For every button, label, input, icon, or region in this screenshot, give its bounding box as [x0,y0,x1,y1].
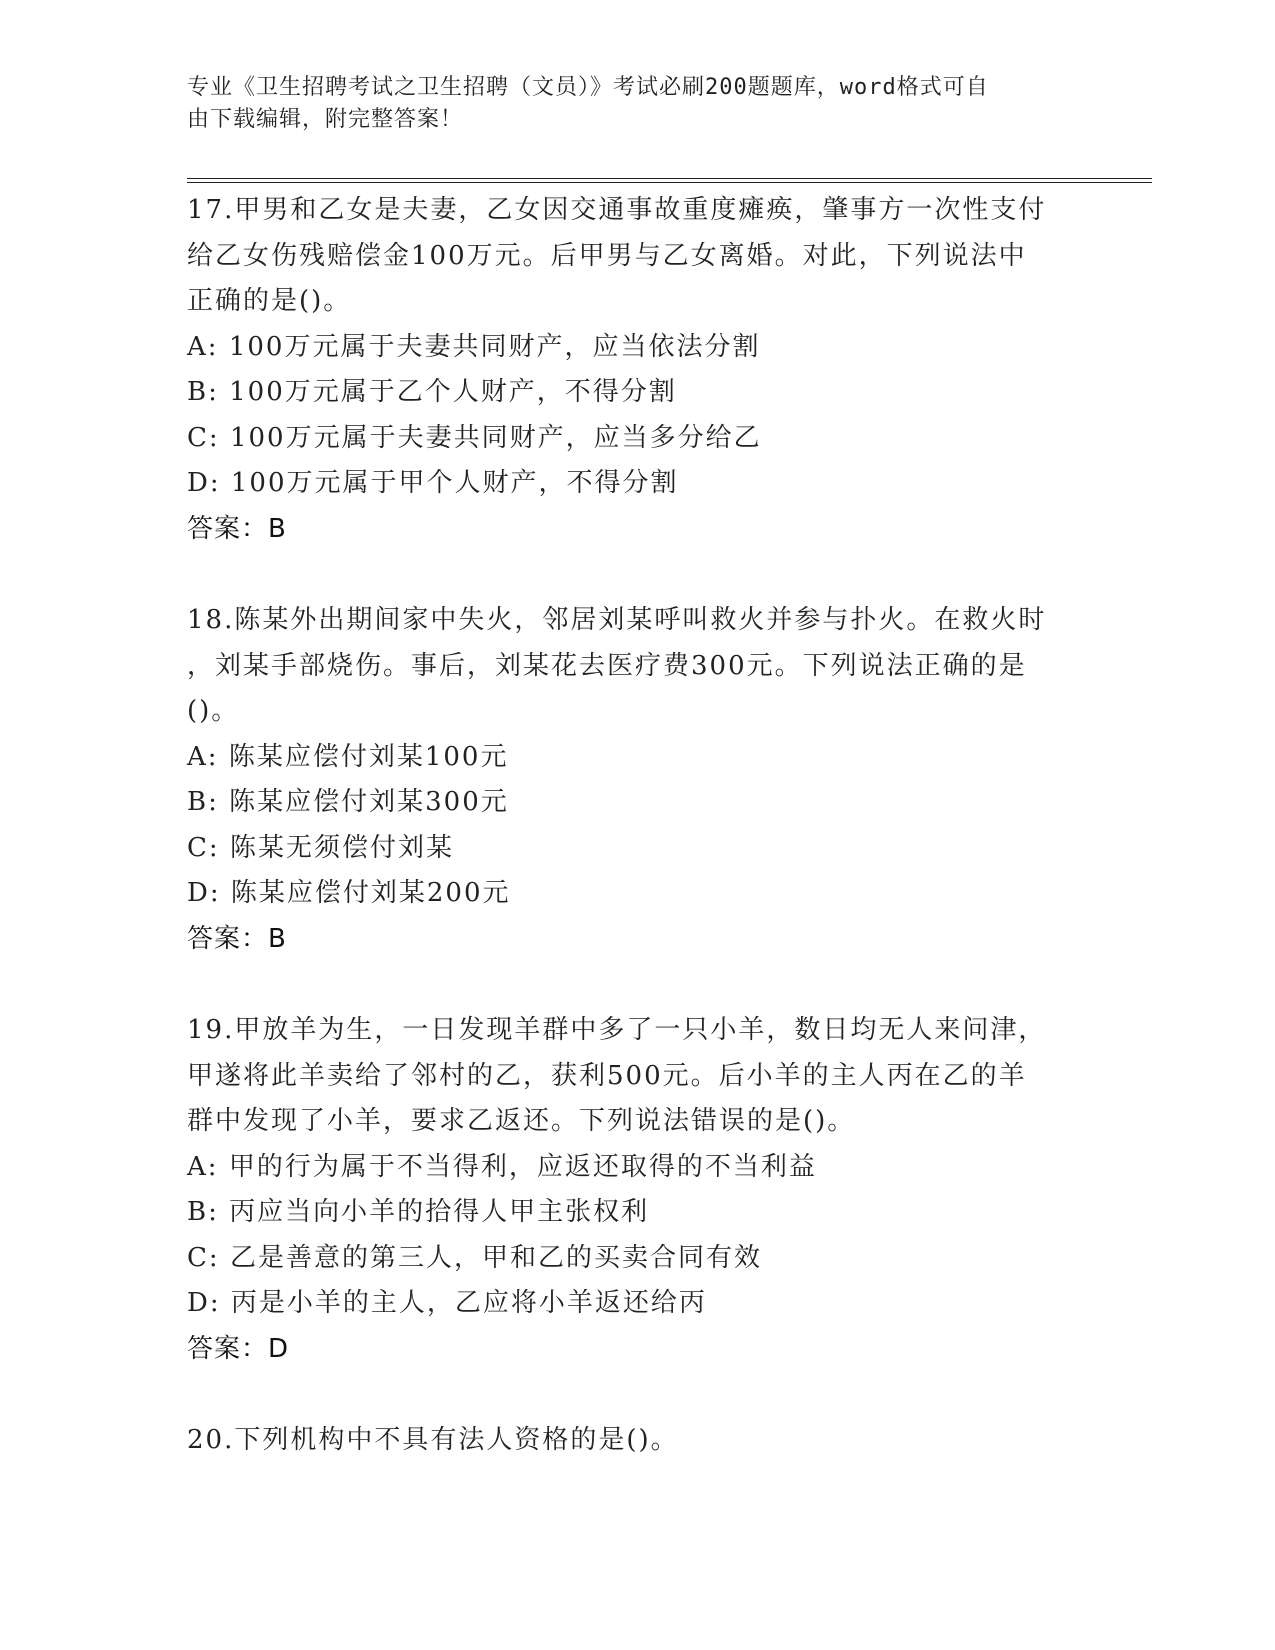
question-stem-line: 甲遂将此羊卖给了邻村的乙，获利500元。后小羊的主人丙在乙的羊 [187,1060,1027,1091]
header-line-1: 专业《卫生招聘考试之卫生招聘（文员）》考试必刷200题题库，word格式可自 [187,75,989,100]
option-a [187,325,1087,371]
question-stem-line: ()。 [187,696,240,726]
question-spacer [187,552,1087,598]
option-letter: C [187,422,209,453]
document-header [187,72,1067,136]
option-b [187,780,1087,826]
question-stem-line: ，刘某手部烧伤。事后，刘某花去医疗费300元。下列说法正确的是 [187,650,1027,681]
option-letter: A [187,331,208,362]
option-b [187,370,1087,416]
question-spacer [187,1372,1087,1418]
option-a [187,1145,1087,1191]
option-separator: : [208,377,230,407]
option-separator: : [207,1151,229,1182]
option-letter: D [187,1288,210,1318]
option-text: 甲的行为属于不当得利，应返还取得的不当利益 [228,1151,817,1182]
option-text: 陈某应偿付刘某100元 [228,741,509,772]
option-a [187,735,1087,781]
option-separator: : [208,1242,230,1273]
option-text: 100万元属于夫妻共同财产，应当依法分割 [228,331,761,362]
option-text: 丙是小羊的主人，乙应将小羊返还给丙 [230,1288,707,1318]
answer-line: 答案：B [187,513,287,544]
option-separator: : [208,832,230,863]
option-text: 100万元属于夫妻共同财产，应当多分给乙 [229,422,762,453]
option-text: 陈某应偿付刘某300元 [229,787,509,817]
option-text: 丙应当向小羊的拾得人甲主张权利 [229,1197,650,1227]
option-letter: D [187,878,210,908]
option-separator: : [208,422,230,453]
option-separator: : [207,741,229,772]
option-letter: A [187,1151,208,1182]
option-letter: B [187,377,209,407]
question-stem-line: 18.陈某外出期间家中失火，邻居刘某呼叫救火并参与扑火。在救火时 [187,605,1047,635]
question-stem [187,598,1067,735]
option-text: 100万元属于乙个人财产，不得分割 [229,377,677,407]
question-stem [187,1008,1067,1145]
option-letter: A [187,741,208,772]
header-divider-bottom [187,182,1152,183]
option-separator: : [209,1288,231,1318]
header-line-2: 由下载编辑，附完整答案！ [187,107,464,132]
question-17 [187,188,1087,552]
option-separator: : [209,878,231,908]
option-d [187,461,1087,507]
option-c [187,1236,1087,1282]
option-d [187,871,1087,917]
question-stem-line: 群中发现了小羊，要求乙返还。下列说法错误的是()。 [187,1106,856,1136]
option-b [187,1190,1087,1236]
question-20 [187,1418,1087,1464]
option-separator: : [209,468,231,498]
answer-line: 答案：B [187,923,287,954]
question-stem [187,1418,1067,1464]
option-d [187,1281,1087,1327]
option-letter: C [187,832,209,863]
option-text: 陈某无须偿付刘某 [229,832,454,863]
option-c [187,826,1087,872]
question-stem-line: 19.甲放羊为生，一日发现羊群中多了一只小羊，数日均无人来问津， [187,1015,1047,1045]
question-stem-line: 20.下列机构中不具有法人资格的是()。 [187,1425,679,1455]
question-spacer [187,962,1087,1008]
question-stem-line: 17.甲男和乙女是夫妻，乙女因交通事故重度瘫痪，肇事方一次性支付 [187,195,1047,225]
option-separator: : [207,331,229,362]
option-letter: B [187,787,209,817]
option-letter: B [187,1197,209,1227]
question-18 [187,598,1087,962]
question-list [187,188,1087,1464]
question-19 [187,1008,1087,1372]
option-text: 100万元属于甲个人财产，不得分割 [230,468,679,498]
question-stem [187,188,1067,325]
answer-line: 答案：D [187,1333,290,1364]
header-divider-top [187,178,1152,179]
option-text: 乙是善意的第三人，甲和乙的买卖合同有效 [229,1242,762,1273]
option-c [187,416,1087,462]
option-text: 陈某应偿付刘某200元 [230,878,511,908]
option-letter: D [187,468,210,498]
option-separator: : [208,1197,230,1227]
option-separator: : [208,787,230,817]
option-letter: C [187,1242,209,1273]
question-stem-line: 正确的是()。 [187,286,352,316]
question-stem-line: 给乙女伤残赔偿金100万元。后甲男与乙女离婚。对此，下列说法中 [187,240,1027,271]
